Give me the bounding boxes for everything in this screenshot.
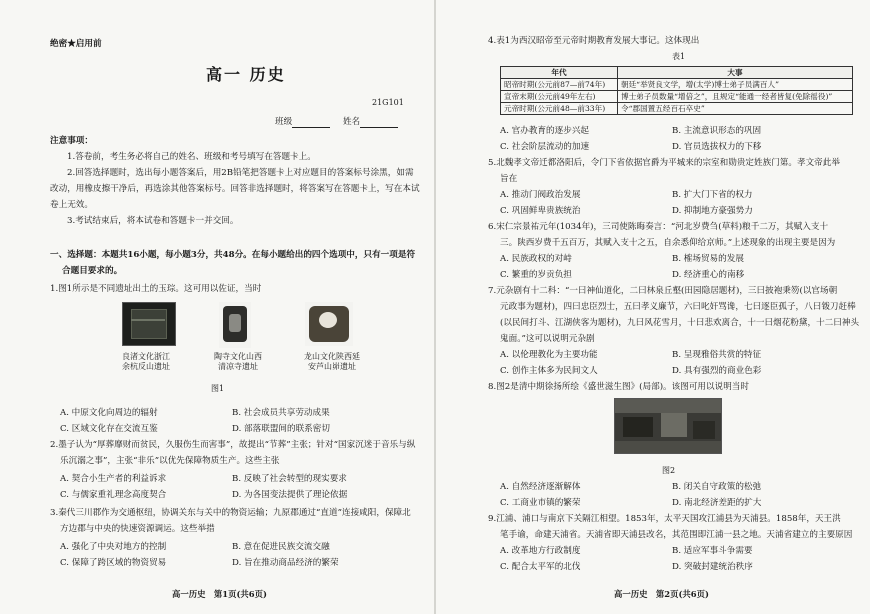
q2-option-d[interactable]: D. 为各国变法提供了理论依据 [232,490,348,500]
jade-cong-image-1 [122,302,176,346]
table-cell: 朝廷“举贤良文学，增(太学)博士弟子员满百人” [618,79,853,91]
table-header: 大事 [618,67,853,79]
notes-heading: 注意事项： [50,136,93,146]
q4-option-a[interactable]: A. 官办教育的逐步兴起 [500,126,590,136]
question-4: 4.表1为西汉昭帝至元帝时期教育发展大事记。这体现出 [488,36,700,46]
question-6-cont: 三。陕西岁费千五百万，其赋入支十之五，自余悉仰给京师。”上述现象的出现主要是因为 [500,238,836,248]
question-7-cont: 元政事为题材)，四曰忠臣烈士，五曰孝义廉节，六曰叱奸骂谗，七曰逐臣孤子，八曰䥽刀赶棒 [500,302,856,312]
jade-cong-image-3 [305,302,353,346]
caption-line: 安芦山峁遗址 [308,362,356,371]
fig1-label: 图1 [211,384,225,393]
fig1-caption [122,352,170,372]
q3-option-c[interactable]: C. 保障了跨区域的物资贸易 [60,558,167,568]
q3-option-d[interactable]: D. 旨在推动商品经济的繁荣 [232,558,339,568]
q1-option-d[interactable]: D. 部落联盟间的联系密切 [232,424,330,434]
q3-option-a[interactable]: A. 强化了中央对地方的控制 [60,542,167,552]
caption-line: 龙山文化陕西延 [304,352,360,361]
note-line: 改动，用橡皮擦干净后，再选涂其他答案标号。回答非选择题时，将答案写在答题卡上，写在本试 [50,184,420,194]
q8-option-a[interactable]: A. 自然经济逐渐解体 [500,482,581,492]
jade-cong-image-2 [219,302,251,348]
q2-option-c[interactable]: C. 与儒家重礼理念高度契合 [60,490,167,500]
q4-option-d[interactable]: D. 官员选拔权力的下移 [672,142,762,152]
question-3-cont: 方边郡与中央的快速资源调运。这些举措 [60,524,215,534]
note-line: 3.考试结束后，将本试卷和答题卡一并交回。 [67,216,239,226]
question-5-cont: 旨在 [500,174,518,184]
q7-option-b[interactable]: B. 呈现雅俗共赏的特征 [672,350,762,360]
note-line: 2.回答选择题时，选出每小题答案后，用2B铅笔把答题卡上对应题目的答案标号涂黑，如需 [67,168,414,178]
section-heading-cont: 合题目要求的。 [62,266,123,276]
q7-option-c[interactable]: C. 创作主体多为民间文人 [500,366,598,376]
question-7: 7.元杂剧有十二科：“一曰神仙道化，二曰林泉丘壑(田园隐居题材)，三曰披袍秉笏(以官场朝 [488,286,838,296]
q5-option-b[interactable]: B. 扩大门下省的权力 [672,190,753,200]
note-line: 卷上无效。 [50,200,93,210]
q1-option-a[interactable]: A. 中原文化向周边的辐射 [60,408,158,418]
table-1 [500,66,853,115]
fig1-caption [304,352,360,372]
caption-line: 陶寺文化山西 [214,352,262,361]
q9-option-d[interactable]: D. 突破封建统治秩序 [672,562,753,572]
q9-option-c[interactable]: C. 配合太平军的北伐 [500,562,581,572]
section-heading: 一、选择题：本题共16小题，每小题3分，共48分。在每小题给出的四个选项中，只有一项是符 [50,250,416,260]
q1-option-c[interactable]: C. 区域文化存在交流互鉴 [60,424,158,434]
exam-title: 高一 历史 [206,65,286,84]
caption-line: 清凉寺遗址 [218,362,258,371]
exam-page-2 [436,0,870,614]
q8-option-b[interactable]: B. 闭关自守政策的松弛 [672,482,762,492]
q5-option-d[interactable]: D. 抑制地方豪强势力 [672,206,753,216]
question-7-cont: 鬼面。”这可以说明元杂剧 [500,334,595,344]
q2-option-a[interactable]: A. 契合小生产者的利益诉求 [60,474,167,484]
q6-option-c[interactable]: C. 繁重的岁贡负担 [500,270,572,280]
caption-line: 余杭反山遗址 [122,362,170,371]
question-1: 1.图1所示是不同遗址出土的玉琮。这可用以佐证，当时 [50,284,262,294]
q7-option-d[interactable]: D. 具有强烈的商业色彩 [672,366,762,376]
q4-option-c[interactable]: C. 社会阶层流动的加速 [500,142,590,152]
q6-option-a[interactable]: A. 民族政权的对峙 [500,254,572,264]
class-blank[interactable] [292,118,330,128]
table-cell: 博士弟子员数量“增倍之”，且规定“能通一经者皆复(免除徭役)” [618,91,853,103]
table-cell: 昭帝时期(公元前87—前74年) [501,79,618,91]
question-9: 9.江浦、浦口与南京下关隔江相望。1853年，太平天国攻江浦县为天浦县。1858年，天王洪 [488,514,841,524]
table-header-row [501,67,853,79]
class-name-line [275,117,398,128]
question-9-cont: 笔手谕，命建天浦省。天浦省即天浦县改名，其范围即江浦一县之地。天浦省建立的主要原因 [500,530,853,540]
note-line: 1.答卷前，考生务必将自己的姓名、班级和考号填写在答题卡上。 [67,152,316,162]
q7-option-a[interactable]: A. 以伦理教化为主要功能 [500,350,598,360]
q5-option-a[interactable]: A. 推动门阀政治发展 [500,190,581,200]
q5-option-c[interactable]: C. 巩固鲜卑贵族统治 [500,206,581,216]
q9-option-a[interactable]: A. 改革地方行政制度 [500,546,581,556]
q8-option-c[interactable]: C. 工商业市镇的繁荣 [500,498,581,508]
table-row [501,79,853,91]
caption-line: 良渚文化浙江 [122,352,170,361]
q1-option-b[interactable]: B. 社会成员共享劳动成果 [232,408,330,418]
table-row [501,103,853,115]
fig2-label: 图2 [662,466,676,475]
question-5: 5.北魏孝文帝迁都洛阳后，令门下省依据官爵为平城来的宗室和勋贵定姓族门第。孝文帝此举 [488,158,840,168]
page-footer: 高一历史 第1页(共6页) [172,589,267,599]
name-blank[interactable] [360,118,398,128]
q8-option-d[interactable]: D. 南北经济差距的扩大 [672,498,762,508]
fig1-caption [214,352,262,372]
q6-option-d[interactable]: D. 经济重心的南移 [672,270,745,280]
table-header: 年代 [501,67,618,79]
question-2-cont: 乐沉溺之事”，主张“非乐”以优先保障物质生产。这些主张 [60,456,280,466]
table-cell: 元帝时期(公元前48—前33年) [501,103,618,115]
painting-image [614,398,722,454]
table-row [501,91,853,103]
class-label: 班级 [275,117,293,127]
q4-option-b[interactable]: B. 主流意识形态的巩固 [672,126,762,136]
table-cell: 令“郡国置五经百石卒史” [618,103,853,115]
table-label: 表1 [672,52,686,61]
q6-option-b[interactable]: B. 榷场贸易的发展 [672,254,744,264]
table-cell: 宣帝末期(公元前49年左右) [501,91,618,103]
question-3: 3.秦代三川郡作为交通枢纽，协调关东与关中的物资运输；九原郡通过“直道”连接咸阳，保障北 [50,508,411,518]
page-footer: 高一历史 第2页(共6页) [614,589,709,599]
q3-option-b[interactable]: B. 意在促进民族交流交融 [232,542,330,552]
name-label: 姓名 [342,117,361,127]
exam-code: 21G101 [372,98,404,107]
question-8: 8.图2是清中期徐扬所绘《盛世滋生图》(局部)。该图可用以说明当时 [488,382,749,392]
exam-page-1 [0,0,434,614]
q9-option-b[interactable]: B. 适应军事斗争需要 [672,546,753,556]
secret-label: 绝密★启用前 [50,39,102,49]
question-7-cont: (以民间打斗、江湖侠客为题材)，九曰风花雪月，十曰悲欢离合，十一曰烟花粉黛，十二曰神头 [500,318,860,328]
question-6: 6.宋仁宗景祐元年(1034年)，三司使陈晦奏言：“河北岁费刍(草料)粮千二万，其赋入支十 [488,222,829,232]
q2-option-b[interactable]: B. 反映了社会转型的现实要求 [232,474,347,484]
question-2: 2.墨子认为“厚葬靡财而贫民，久服伤生而害事”，故提出“节葬”主张；针对“国家沉迷于音乐与纵 [50,440,416,450]
